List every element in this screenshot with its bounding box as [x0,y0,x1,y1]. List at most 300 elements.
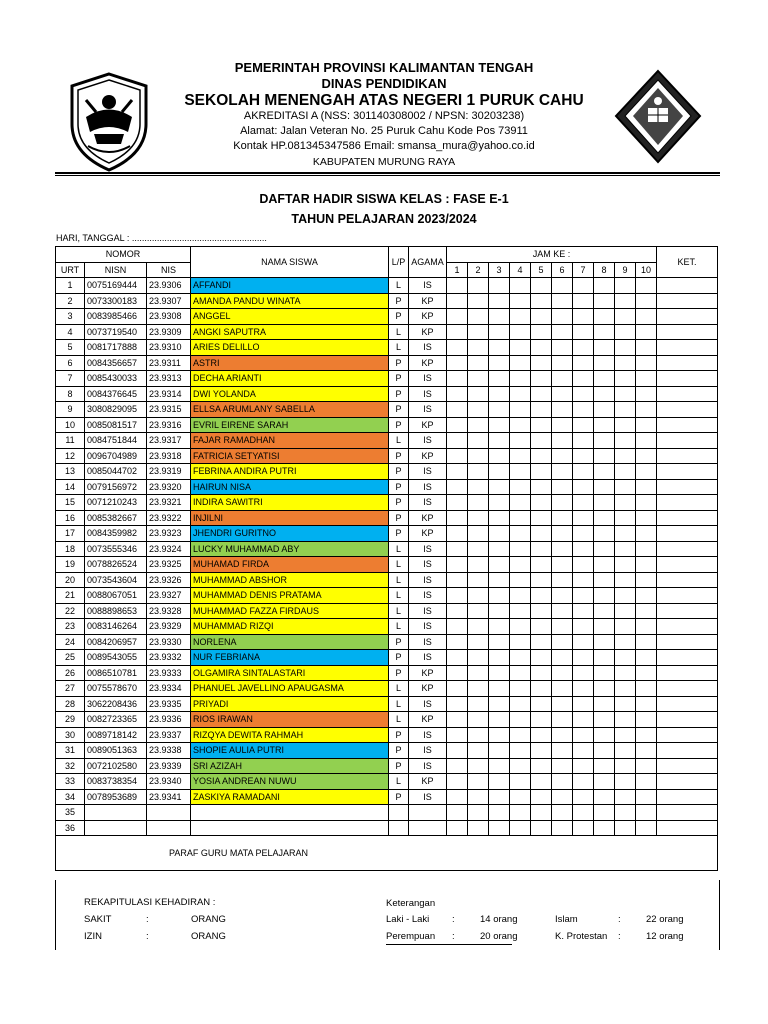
attendance-cell[interactable] [531,464,552,480]
attendance-cell[interactable] [447,665,468,681]
attendance-cell[interactable] [531,557,552,573]
attendance-cell[interactable] [510,758,531,774]
attendance-cell[interactable] [489,774,510,790]
attendance-cell[interactable] [489,526,510,542]
attendance-cell[interactable] [594,293,615,309]
attendance-cell[interactable] [594,789,615,805]
attendance-cell[interactable] [573,340,594,356]
attendance-cell[interactable] [447,603,468,619]
attendance-cell[interactable] [447,557,468,573]
attendance-cell[interactable] [510,634,531,650]
ket-cell[interactable] [657,278,718,294]
attendance-cell[interactable] [552,371,573,387]
attendance-cell[interactable] [594,681,615,697]
attendance-cell[interactable] [552,619,573,635]
attendance-cell[interactable] [594,696,615,712]
attendance-cell[interactable] [552,665,573,681]
attendance-cell[interactable] [552,309,573,325]
attendance-cell[interactable] [552,448,573,464]
attendance-cell[interactable] [636,479,657,495]
attendance-cell[interactable] [615,293,636,309]
attendance-cell[interactable] [573,402,594,418]
attendance-cell[interactable] [594,355,615,371]
attendance-cell[interactable] [552,681,573,697]
attendance-cell[interactable] [636,805,657,821]
attendance-cell[interactable] [531,448,552,464]
attendance-cell[interactable] [573,324,594,340]
ket-cell[interactable] [657,510,718,526]
attendance-cell[interactable] [489,681,510,697]
attendance-cell[interactable] [573,309,594,325]
attendance-cell[interactable] [573,650,594,666]
attendance-cell[interactable] [468,510,489,526]
attendance-cell[interactable] [594,371,615,387]
attendance-cell[interactable] [615,355,636,371]
attendance-cell[interactable] [636,758,657,774]
attendance-cell[interactable] [615,727,636,743]
attendance-cell[interactable] [489,665,510,681]
attendance-cell[interactable] [447,712,468,728]
attendance-cell[interactable] [594,464,615,480]
attendance-cell[interactable] [615,743,636,759]
ket-cell[interactable] [657,417,718,433]
attendance-cell[interactable] [636,789,657,805]
attendance-cell[interactable] [552,402,573,418]
attendance-cell[interactable] [573,789,594,805]
attendance-cell[interactable] [447,727,468,743]
attendance-cell[interactable] [615,371,636,387]
attendance-cell[interactable] [573,386,594,402]
attendance-cell[interactable] [594,820,615,836]
attendance-cell[interactable] [636,681,657,697]
attendance-cell[interactable] [594,588,615,604]
attendance-cell[interactable] [510,417,531,433]
attendance-cell[interactable] [510,619,531,635]
attendance-cell[interactable] [552,433,573,449]
attendance-cell[interactable] [594,324,615,340]
attendance-cell[interactable] [510,650,531,666]
attendance-cell[interactable] [468,681,489,697]
attendance-cell[interactable] [510,588,531,604]
attendance-cell[interactable] [594,743,615,759]
attendance-cell[interactable] [594,479,615,495]
attendance-cell[interactable] [489,293,510,309]
ket-cell[interactable] [657,789,718,805]
attendance-cell[interactable] [552,634,573,650]
attendance-cell[interactable] [531,541,552,557]
attendance-cell[interactable] [531,495,552,511]
attendance-cell[interactable] [615,510,636,526]
attendance-cell[interactable] [636,712,657,728]
attendance-cell[interactable] [489,309,510,325]
attendance-cell[interactable] [447,293,468,309]
attendance-cell[interactable] [447,805,468,821]
attendance-cell[interactable] [573,278,594,294]
attendance-cell[interactable] [594,386,615,402]
attendance-cell[interactable] [552,805,573,821]
attendance-cell[interactable] [531,355,552,371]
attendance-cell[interactable] [468,634,489,650]
attendance-cell[interactable] [573,526,594,542]
attendance-cell[interactable] [510,541,531,557]
attendance-cell[interactable] [489,495,510,511]
ket-cell[interactable] [657,758,718,774]
attendance-cell[interactable] [573,727,594,743]
attendance-cell[interactable] [510,464,531,480]
attendance-cell[interactable] [468,619,489,635]
attendance-cell[interactable] [531,805,552,821]
attendance-cell[interactable] [468,774,489,790]
attendance-cell[interactable] [531,774,552,790]
attendance-cell[interactable] [531,417,552,433]
attendance-cell[interactable] [468,696,489,712]
attendance-cell[interactable] [447,433,468,449]
attendance-cell[interactable] [573,634,594,650]
attendance-cell[interactable] [447,309,468,325]
ket-cell[interactable] [657,526,718,542]
attendance-cell[interactable] [615,696,636,712]
attendance-cell[interactable] [489,433,510,449]
attendance-cell[interactable] [615,417,636,433]
attendance-cell[interactable] [489,588,510,604]
attendance-cell[interactable] [573,541,594,557]
attendance-cell[interactable] [468,309,489,325]
ket-cell[interactable] [657,619,718,635]
attendance-cell[interactable] [447,696,468,712]
attendance-cell[interactable] [510,402,531,418]
attendance-cell[interactable] [573,371,594,387]
attendance-cell[interactable] [636,278,657,294]
attendance-cell[interactable] [636,541,657,557]
attendance-cell[interactable] [552,278,573,294]
ket-cell[interactable] [657,650,718,666]
attendance-cell[interactable] [636,293,657,309]
attendance-cell[interactable] [531,588,552,604]
attendance-cell[interactable] [615,712,636,728]
attendance-cell[interactable] [552,495,573,511]
attendance-cell[interactable] [447,572,468,588]
attendance-cell[interactable] [615,464,636,480]
attendance-cell[interactable] [573,417,594,433]
attendance-cell[interactable] [531,619,552,635]
attendance-cell[interactable] [573,355,594,371]
attendance-cell[interactable] [447,758,468,774]
attendance-cell[interactable] [636,324,657,340]
attendance-cell[interactable] [489,324,510,340]
attendance-cell[interactable] [615,495,636,511]
attendance-cell[interactable] [615,402,636,418]
attendance-cell[interactable] [510,805,531,821]
attendance-cell[interactable] [510,789,531,805]
attendance-cell[interactable] [552,727,573,743]
attendance-cell[interactable] [594,541,615,557]
attendance-cell[interactable] [510,340,531,356]
attendance-cell[interactable] [468,712,489,728]
attendance-cell[interactable] [636,526,657,542]
attendance-cell[interactable] [636,495,657,511]
attendance-cell[interactable] [468,650,489,666]
attendance-cell[interactable] [594,495,615,511]
attendance-cell[interactable] [468,603,489,619]
attendance-cell[interactable] [573,696,594,712]
attendance-cell[interactable] [615,526,636,542]
attendance-cell[interactable] [573,665,594,681]
attendance-cell[interactable] [552,650,573,666]
attendance-cell[interactable] [468,588,489,604]
attendance-cell[interactable] [489,820,510,836]
attendance-cell[interactable] [489,386,510,402]
attendance-cell[interactable] [552,820,573,836]
attendance-cell[interactable] [552,526,573,542]
attendance-cell[interactable] [510,820,531,836]
attendance-cell[interactable] [531,681,552,697]
attendance-cell[interactable] [447,402,468,418]
attendance-cell[interactable] [594,634,615,650]
attendance-cell[interactable] [489,479,510,495]
ket-cell[interactable] [657,479,718,495]
attendance-cell[interactable] [510,774,531,790]
attendance-cell[interactable] [510,681,531,697]
attendance-cell[interactable] [447,324,468,340]
attendance-cell[interactable] [447,541,468,557]
attendance-cell[interactable] [636,820,657,836]
ket-cell[interactable] [657,634,718,650]
attendance-cell[interactable] [615,774,636,790]
attendance-cell[interactable] [636,696,657,712]
attendance-cell[interactable] [615,603,636,619]
attendance-cell[interactable] [594,774,615,790]
attendance-cell[interactable] [615,758,636,774]
attendance-cell[interactable] [531,603,552,619]
attendance-cell[interactable] [510,386,531,402]
attendance-cell[interactable] [447,510,468,526]
attendance-cell[interactable] [531,820,552,836]
ket-cell[interactable] [657,727,718,743]
attendance-cell[interactable] [552,758,573,774]
attendance-cell[interactable] [447,526,468,542]
attendance-cell[interactable] [489,448,510,464]
attendance-cell[interactable] [531,572,552,588]
attendance-cell[interactable] [552,479,573,495]
attendance-cell[interactable] [615,805,636,821]
attendance-cell[interactable] [573,681,594,697]
attendance-cell[interactable] [594,526,615,542]
attendance-cell[interactable] [636,743,657,759]
attendance-cell[interactable] [531,727,552,743]
attendance-cell[interactable] [573,805,594,821]
attendance-cell[interactable] [468,355,489,371]
attendance-cell[interactable] [531,479,552,495]
attendance-cell[interactable] [468,743,489,759]
attendance-cell[interactable] [552,355,573,371]
attendance-cell[interactable] [510,665,531,681]
attendance-cell[interactable] [489,371,510,387]
attendance-cell[interactable] [510,712,531,728]
attendance-cell[interactable] [468,340,489,356]
attendance-cell[interactable] [468,727,489,743]
attendance-cell[interactable] [594,805,615,821]
attendance-cell[interactable] [573,743,594,759]
attendance-cell[interactable] [447,278,468,294]
ket-cell[interactable] [657,355,718,371]
attendance-cell[interactable] [489,727,510,743]
attendance-cell[interactable] [510,495,531,511]
attendance-cell[interactable] [531,634,552,650]
attendance-cell[interactable] [468,448,489,464]
attendance-cell[interactable] [594,758,615,774]
attendance-cell[interactable] [573,619,594,635]
attendance-cell[interactable] [489,557,510,573]
attendance-cell[interactable] [636,557,657,573]
attendance-cell[interactable] [489,572,510,588]
attendance-cell[interactable] [594,340,615,356]
attendance-cell[interactable] [636,619,657,635]
attendance-cell[interactable] [636,588,657,604]
attendance-cell[interactable] [615,433,636,449]
attendance-cell[interactable] [489,603,510,619]
attendance-cell[interactable] [489,464,510,480]
attendance-cell[interactable] [531,371,552,387]
ket-cell[interactable] [657,386,718,402]
attendance-cell[interactable] [531,324,552,340]
attendance-cell[interactable] [489,634,510,650]
attendance-cell[interactable] [636,340,657,356]
ket-cell[interactable] [657,293,718,309]
attendance-cell[interactable] [636,355,657,371]
attendance-cell[interactable] [531,650,552,666]
attendance-cell[interactable] [615,278,636,294]
attendance-cell[interactable] [510,696,531,712]
attendance-cell[interactable] [552,588,573,604]
attendance-cell[interactable] [636,650,657,666]
attendance-cell[interactable] [510,278,531,294]
ket-cell[interactable] [657,681,718,697]
attendance-cell[interactable] [447,479,468,495]
attendance-cell[interactable] [573,448,594,464]
attendance-cell[interactable] [489,789,510,805]
attendance-cell[interactable] [594,417,615,433]
attendance-cell[interactable] [468,464,489,480]
attendance-cell[interactable] [615,557,636,573]
attendance-cell[interactable] [489,712,510,728]
ket-cell[interactable] [657,309,718,325]
attendance-cell[interactable] [489,696,510,712]
attendance-cell[interactable] [615,572,636,588]
attendance-cell[interactable] [510,572,531,588]
attendance-cell[interactable] [531,712,552,728]
attendance-cell[interactable] [447,464,468,480]
attendance-cell[interactable] [531,696,552,712]
attendance-cell[interactable] [636,371,657,387]
attendance-cell[interactable] [531,665,552,681]
attendance-cell[interactable] [615,340,636,356]
attendance-cell[interactable] [573,758,594,774]
attendance-cell[interactable] [552,774,573,790]
attendance-cell[interactable] [510,479,531,495]
attendance-cell[interactable] [468,557,489,573]
attendance-cell[interactable] [531,386,552,402]
attendance-cell[interactable] [447,650,468,666]
attendance-cell[interactable] [468,805,489,821]
attendance-cell[interactable] [510,727,531,743]
attendance-cell[interactable] [447,619,468,635]
attendance-cell[interactable] [552,789,573,805]
attendance-cell[interactable] [615,479,636,495]
ket-cell[interactable] [657,371,718,387]
attendance-cell[interactable] [636,727,657,743]
attendance-cell[interactable] [468,479,489,495]
attendance-cell[interactable] [636,603,657,619]
attendance-cell[interactable] [552,510,573,526]
attendance-cell[interactable] [573,572,594,588]
attendance-cell[interactable] [552,557,573,573]
attendance-cell[interactable] [636,665,657,681]
attendance-cell[interactable] [468,433,489,449]
attendance-cell[interactable] [510,324,531,340]
attendance-cell[interactable] [510,603,531,619]
attendance-cell[interactable] [447,789,468,805]
attendance-cell[interactable] [594,557,615,573]
attendance-cell[interactable] [531,293,552,309]
ket-cell[interactable] [657,541,718,557]
attendance-cell[interactable] [531,402,552,418]
attendance-cell[interactable] [636,433,657,449]
attendance-cell[interactable] [468,495,489,511]
attendance-cell[interactable] [510,510,531,526]
attendance-cell[interactable] [573,433,594,449]
attendance-cell[interactable] [636,634,657,650]
attendance-cell[interactable] [447,340,468,356]
attendance-cell[interactable] [447,681,468,697]
attendance-cell[interactable] [573,479,594,495]
attendance-cell[interactable] [510,371,531,387]
attendance-cell[interactable] [573,712,594,728]
ket-cell[interactable] [657,588,718,604]
attendance-cell[interactable] [489,278,510,294]
attendance-cell[interactable] [636,464,657,480]
ket-cell[interactable] [657,820,718,836]
attendance-cell[interactable] [552,464,573,480]
attendance-cell[interactable] [594,665,615,681]
ket-cell[interactable] [657,464,718,480]
attendance-cell[interactable] [468,572,489,588]
attendance-cell[interactable] [636,572,657,588]
attendance-cell[interactable] [531,278,552,294]
attendance-cell[interactable] [447,774,468,790]
attendance-cell[interactable] [636,309,657,325]
attendance-cell[interactable] [468,278,489,294]
attendance-cell[interactable] [636,417,657,433]
attendance-cell[interactable] [468,293,489,309]
attendance-cell[interactable] [489,758,510,774]
attendance-cell[interactable] [636,774,657,790]
attendance-cell[interactable] [615,650,636,666]
attendance-cell[interactable] [573,603,594,619]
attendance-cell[interactable] [615,448,636,464]
attendance-cell[interactable] [552,572,573,588]
attendance-cell[interactable] [447,820,468,836]
attendance-cell[interactable] [468,386,489,402]
attendance-cell[interactable] [594,572,615,588]
attendance-cell[interactable] [594,603,615,619]
attendance-cell[interactable] [552,340,573,356]
attendance-cell[interactable] [489,650,510,666]
attendance-cell[interactable] [447,448,468,464]
attendance-cell[interactable] [615,324,636,340]
attendance-cell[interactable] [615,541,636,557]
attendance-cell[interactable] [531,309,552,325]
attendance-cell[interactable] [636,448,657,464]
